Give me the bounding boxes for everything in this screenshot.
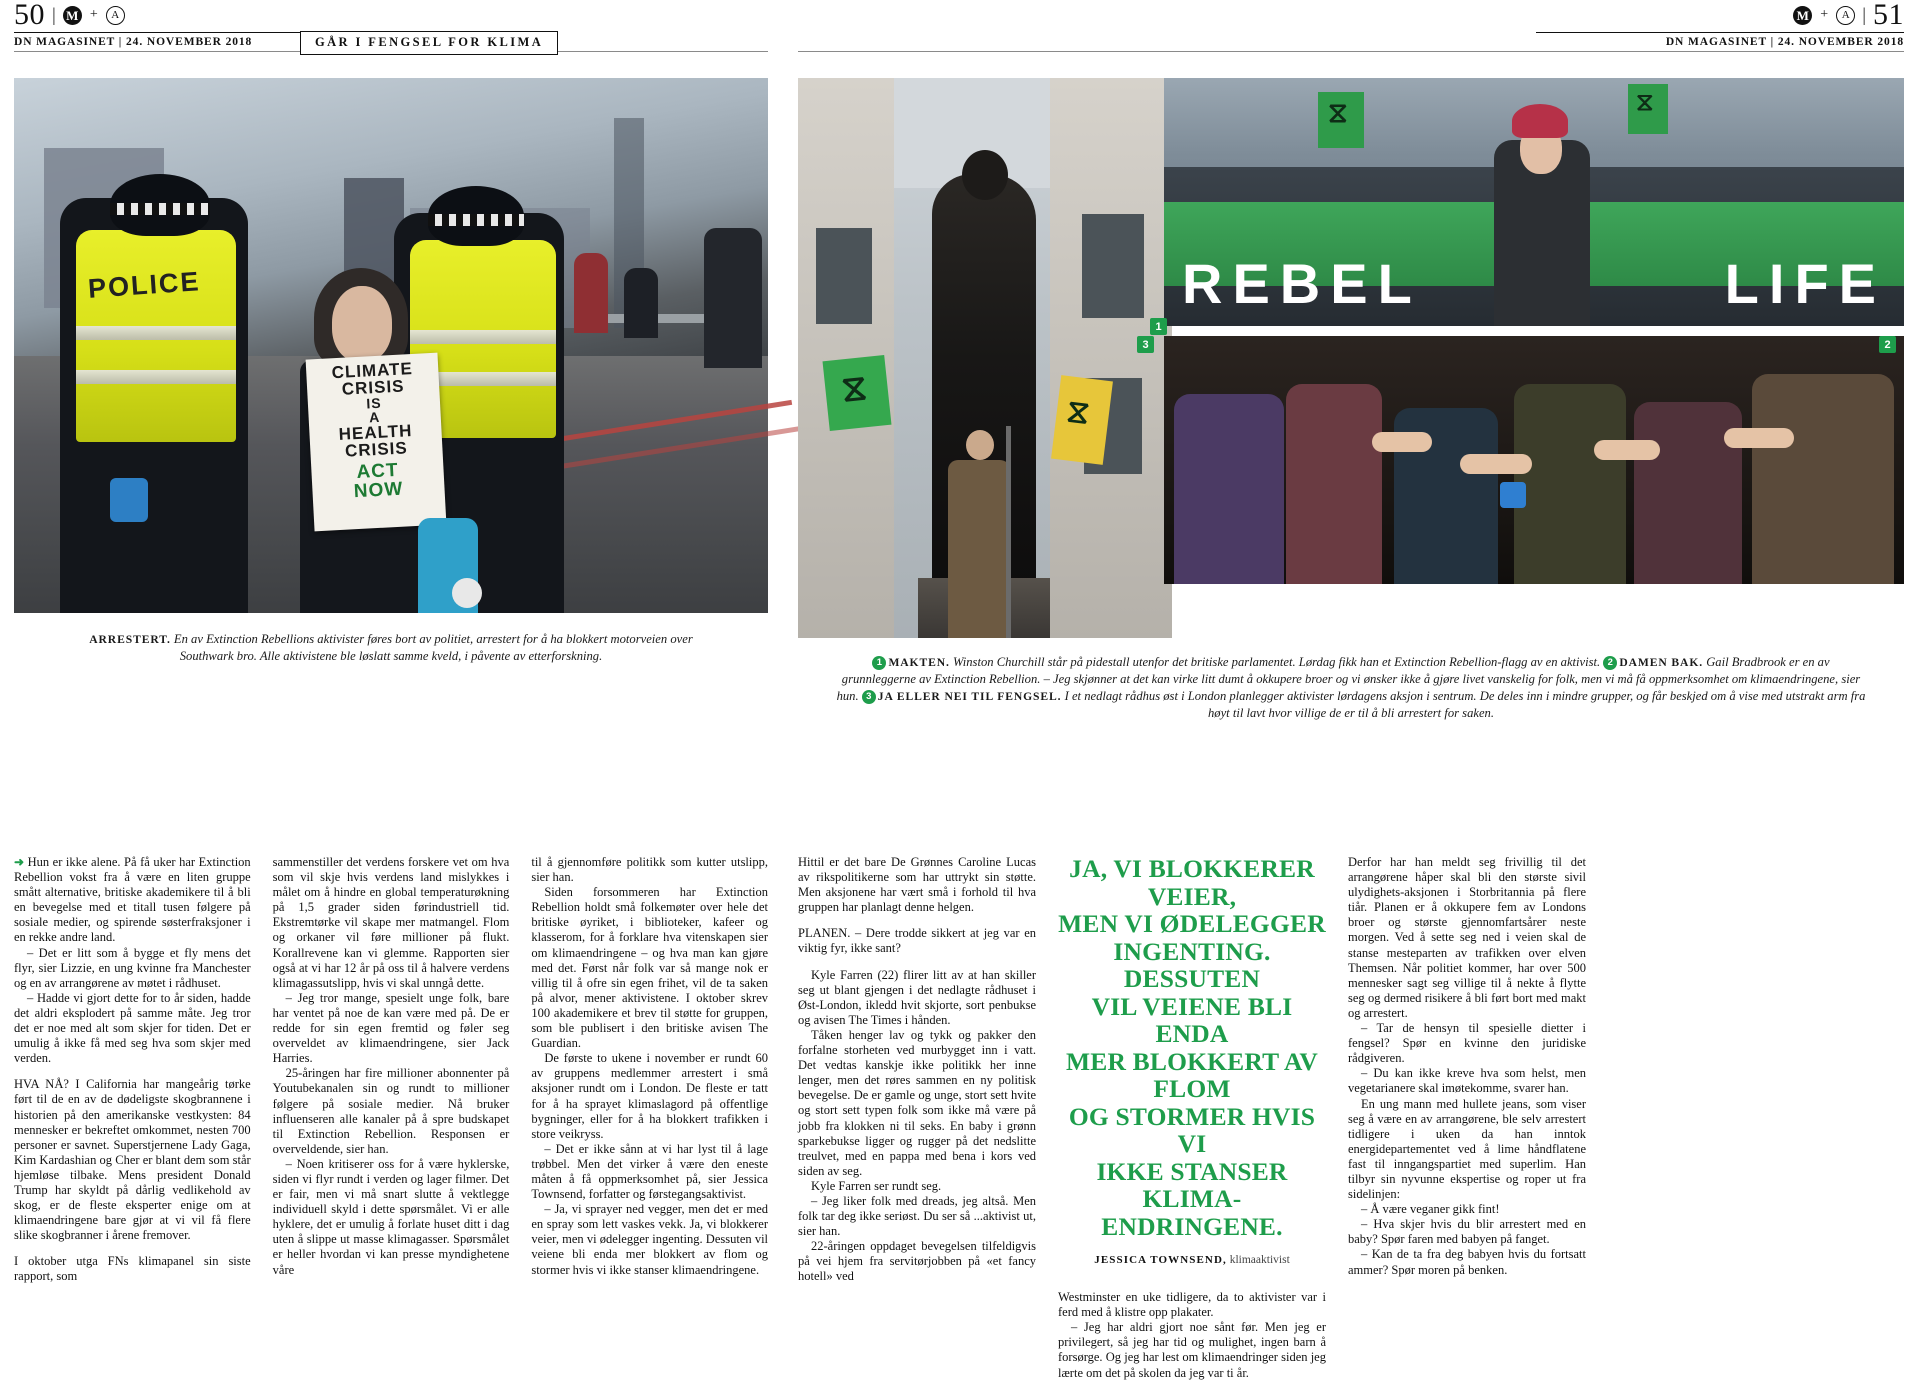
sign-line-4: A — [368, 408, 381, 426]
paragraph: – Jeg tror mange, spesielt unge folk, bare har ventet på noe de kan være med på. De er redde for sin egen fremtid og føler seg overveldet av klimaendringene, sier Jack Harries. — [272, 990, 510, 1066]
paragraph: – Tar de hensyn til spesielle dietter i fengsel? Spør en kvinne den juridiske rådgiveren. — [1348, 1021, 1586, 1066]
right-columns-wrapper — [798, 855, 1904, 1381]
photo-bystander — [704, 228, 762, 368]
logo-plus-icon: + — [89, 7, 98, 22]
paragraph: sammenstiller det verdens forskere vet om hva som vil skje hvis verdens land mislykkes i målet om å hindre en global temperaturøkning på 1,5 grader siden førindustriell tid. Ekstremtørke vil skape mer matmangel. Flom og orkaner vil føre millioner på flukt. Korallrevene kan vi glemme. Rapporten sier også at vi har 12 år på oss til å halvere verdens klimagassutslipp, hvis vi skal unngå dette. — [272, 855, 510, 990]
photo-vest-band — [410, 330, 556, 344]
sign-line-3: IS — [365, 394, 382, 412]
pull-quote-line: JA, VI BLOKKERER VEIER, — [1069, 854, 1315, 911]
left-masthead-date — [14, 33, 252, 48]
caption-lead-2: DAMEN BAK. — [1619, 656, 1704, 669]
left-body-columns — [14, 855, 768, 1285]
pull-quote-role: klimaaktivist — [1226, 1254, 1290, 1266]
left-publication-date: 24. NOVEMBER 2018 — [126, 36, 253, 48]
photo-outstretched-arm — [1372, 432, 1432, 452]
left-publication-name: DN MAGASINET — [14, 36, 116, 48]
right-masthead-date — [1666, 33, 1904, 48]
paragraph: HVA NÅ? I California har mangeårig tørke ført til de en av de dødeligste skogbrannene i historien på den amerikanske vestkysten: 84 mennesker er bekreftet omkommet, nesten 700 personer er savnet. Superstjernene Lady Gaga, Kim Kardashian og Cher er blant dem som står hjemløse tilbake. Mens president Donald Trump har skyldt på dårlig vedlikehold av skog, er de fleste eksperter enige om at klimaendringene bare gjør at vi vil få flere slike skogbranner i årene fremover. — [14, 1077, 251, 1243]
pull-quote-attribution — [1058, 1253, 1326, 1268]
logo-plus-icon: + — [1820, 7, 1829, 22]
photo-badge-3: 3 — [1137, 336, 1154, 353]
pull-quote-author: JESSICA TOWNSEND, — [1094, 1254, 1227, 1266]
photo-hat-checker — [110, 203, 210, 215]
sign-line-1: CLIMATE — [331, 358, 414, 383]
photo-participant — [1514, 384, 1626, 584]
paragraph: Westminster en uke tidligere, da to aktivister var i ferd med å klistre opp plakater. — [1058, 1290, 1326, 1320]
folio-divider: | — [52, 4, 56, 26]
paragraph: – Å være veganer gikk fint! — [1361, 1202, 1500, 1217]
photo-banner-right-word: LIFE — [1724, 252, 1886, 315]
left-folio-row — [14, 0, 125, 30]
pull-quote-line: OG STORMER HVIS VI — [1068, 1101, 1316, 1158]
paragraph: 25-åringen har fire millioner abonnenter på Youtubekanalen sin og rundt to millioner følgere på sosiale medier. Nå bruker influenseren alle kanaler på å spre budskapet til Extinction Rebellion. Responsen er overveldende, sier han. — [272, 1066, 510, 1156]
paragraph: 22-åringen oppdaget bevegelsen tilfeldigvis på vei hjem fra servitørjobben på «et fancy hotell» ved — [798, 1239, 1036, 1284]
caption-number-2: 2 — [1603, 656, 1617, 670]
paragraph: Siden forsommeren har Extinction Rebellion holdt små folkemøter over hele det britiske øyriket, i biblioteker, kafeer og klasserom, for å forklare hva vitenskapen sier om klimaendringene – og hva man kan gjøre med det. Først når folk var så mange nok er villig til å ofre sin egen frihet, vil de ta saken på alvor, mener aktivistene. I oktober skrev 100 akademikere et brev til støtte for gruppen, som ble publisert i den britiske avisen The Guardian. — [531, 885, 769, 1051]
paragraph: – Jeg har aldri gjort noe sånt før. Men jeg er privilegert, så jeg har tid og mulighet, ingen barn å forsørge. Og jeg har lest om klimaendringer siden jeg lærte om det på skolen da jeg var ti år. — [1058, 1320, 1326, 1380]
xr-symbol-icon: ⧖ — [1636, 89, 1654, 116]
pull-quote-line: MEN VI ØDELEGGER — [1058, 909, 1326, 938]
right-folio-row — [1793, 0, 1904, 30]
logo-m-icon: M — [63, 6, 82, 25]
right-photo-stack — [1142, 78, 1904, 638]
photo-xr-flag-green — [823, 355, 892, 431]
caption-text-2: Gail Bradbrook er en av grunnleggerne av Extinction Rebellion. – Jeg skjønner at det kan virke litt dumt å okkupere broer og vi ønsker ikke å gjøre livet vanskelig for folk, men vi må få oppmerksomhet om klimaendringene, sier hun. — [836, 655, 1861, 703]
photo-vest-band — [76, 326, 236, 340]
photo-bystander — [574, 253, 608, 333]
pull-quote — [1058, 855, 1326, 1240]
pull-quote-line: MER BLOKKERT AV FLOM — [1066, 1046, 1318, 1103]
right-photo-cluster — [798, 78, 1904, 638]
photo-banner-left-word: REBEL — [1182, 252, 1422, 315]
right-column-pullquote — [1058, 855, 1326, 1381]
photo-xr-flag-yellow — [1051, 375, 1113, 465]
paragraph: PLANEN. – Dere trodde sikkert at jeg var en viktig fyr, ikke sant? — [798, 926, 1036, 956]
photo-participant — [1634, 402, 1742, 584]
photo-xr-flag — [1318, 92, 1364, 148]
left-column-1 — [14, 855, 251, 1285]
photo-window — [1082, 214, 1144, 318]
paragraph: – Noen kritiserer oss for å være hyklerske, siden vi flyr rundt i verden og lager filmer. Det er fair, men vi må snart slutte å vektlegge individuell skyld i dette spørsmålet. Vi er alle hyklere, det er umulig å forlate huset ditt i dag uten å slippe ut masse klimagasser. Spørsmålet er heller hvordan vi kan presse myndighetene våre — [272, 1156, 510, 1277]
paragraph: Kyle Farren ser rundt seg. — [811, 1178, 942, 1193]
photo-hi-vis-vest — [76, 230, 236, 442]
photo-bottle — [452, 578, 482, 608]
photo-statue-head — [962, 150, 1008, 200]
photo-badge-2: 2 — [1879, 336, 1896, 353]
left-column-2 — [273, 855, 510, 1285]
caption-left-text: En av Extinction Rebellions aktivister føres bort av politiet, arrestert for å ha blokkert motorveien over Southwark bro. Alle aktivistene ble løslatt samme kveld, i påvente av etterforskning. — [170, 632, 693, 663]
left-masthead-bar: | — [118, 36, 123, 48]
right-column-2-body — [1058, 1290, 1326, 1381]
photo-arrest-scene — [14, 78, 768, 613]
caption-right-photos — [836, 654, 1866, 722]
xr-symbol-icon: ⧖ — [1064, 392, 1092, 431]
right-page-number: 51 — [1873, 0, 1904, 31]
right-column-1 — [798, 855, 1036, 1381]
sign-line-8: NOW — [353, 478, 404, 503]
photo-hat-checker — [428, 214, 524, 226]
caption-left-photo — [69, 631, 713, 665]
photo-planning-meeting — [1142, 336, 1904, 584]
paragraph: Derfor har han meldt seg frivillig til det arrangørene håper skal bli den største sivil ulydighets-aksjonen i Storbritannia på flere tiår. Planen er å okkupere fem av Londons broer og største gjennomfartsårer neste morgen. Ved å sette seg ned i veien skal de stanse mesteparten av trafikken over elven Themsen. Når politiet kommer, har over 500 mennesker sagt seg villige til å nekte å flytte seg og dermed risikere å bli ført bort med makt og arrestert. — [1348, 855, 1586, 1020]
photo-xr-flag — [1628, 84, 1668, 134]
photo-vest-band — [76, 370, 236, 384]
caption-text-1: Winston Churchill står på pidestall utenfor det britiske parlamentet. Lørdag fikk han et Extinction Rebellion-flagg av en aktivist. — [949, 655, 1604, 669]
photo-participant — [1174, 394, 1284, 584]
caption-number-1: 1 — [872, 656, 886, 670]
right-masthead-bar: | — [1770, 36, 1775, 48]
caption-number-3: 3 — [862, 690, 876, 704]
pull-quote-line: ENDRINGENE. — [1101, 1211, 1283, 1241]
sign-line-6: CRISIS — [344, 438, 409, 461]
right-page — [790, 0, 1920, 1380]
caption-lead-1: MAKTEN. — [888, 656, 950, 669]
photo-badge-1: 1 — [1150, 318, 1167, 335]
photo-activist-hat — [1512, 104, 1568, 138]
paragraph: – Du kan ikke kreve hva som helst, men vegetarianere skal imøtekomme, svarer han. — [1348, 1066, 1586, 1096]
paragraph: – Hadde vi gjort dette for to år siden, hadde det aldri eksplodert på samme måte. Jeg tror det er noe med alt som skjer for tiden. Det er umulig å ikke få med seg hva som skjer med verden. — [14, 990, 251, 1066]
left-page-number: 50 — [14, 0, 45, 31]
paragraph: I oktober utga FNs klimapanel sin siste rapport, som — [14, 1254, 251, 1284]
paragraph: – Det er ikke sånn at vi har lyst til å lage trøbbel. Men det virker å være den eneste måten å få oppmerksomhet på, sier Jessica Townsend, forfatter og førstegangsaktivist. — [531, 1141, 769, 1202]
pull-quote-line: INGENTING. DESSUTEN — [1113, 936, 1271, 993]
photo-flagpole — [1006, 426, 1011, 638]
right-masthead — [798, 0, 1904, 52]
photo-outstretched-arm — [1724, 428, 1794, 448]
paragraph: til å gjennomføre politikk som kutter utslipp, sier han. — [531, 855, 769, 885]
spread-gutter — [782, 0, 790, 1380]
photo-activist — [948, 460, 1010, 638]
paragraph: – Hva skjer hvis du blir arrestert med en baby? Spør faren med babyen på fanget. — [1348, 1217, 1586, 1247]
pull-quote-line: VIL VEIENE BLI ENDA — [1091, 991, 1293, 1048]
folio-divider: | — [1862, 4, 1866, 26]
caption-left-lead: ARRESTERT. — [89, 633, 171, 646]
running-head: GÅR I FENGSEL FOR KLIMA — [300, 31, 558, 55]
logo-a-icon: A — [106, 6, 125, 25]
photo-activist-face — [332, 286, 392, 362]
paragraph: En ung mann med hullete jeans, som viser seg å være en av arrangørene, ble selv arrestert tidligere i uken da han inntok energidepartementet ved å lime håndflatene fast til inngangspartiet med superlim. Han tilbyr sin nyvunne ekspertise og roper ut fra sidelinjen: — [1348, 1096, 1586, 1202]
photo-activist-head — [966, 430, 994, 460]
photo-outstretched-arm — [1594, 440, 1660, 460]
photo-glove — [110, 478, 148, 522]
paragraph: – Det er litt som å bygge et fly mens det flyr, sier Lizzie, en ung kvinne fra Manchester og en av arrangørene av møtet i rådhuset. — [14, 945, 251, 990]
right-masthead-inner — [798, 0, 1904, 48]
caption-text-3: I et nedlagt rådhus øst i London planlegger aktivister lørdagens aksjon i sentrum. De deles inn i mindre grupper, og får beskjed om å vise med utstrakt arm fra høyt til lavt hvor villige de er til å bli arrestert for saken. — [1061, 689, 1866, 720]
photo-rebel-life — [1164, 78, 1904, 351]
photo-phone — [1500, 482, 1526, 508]
xr-symbol-icon: ⧖ — [1328, 98, 1348, 129]
paragraph: De første to ukene i november er rundt 60 av gruppens medlemmer arrestert i små aksjoner rundt om i London. De fleste er tatt for å ha sprayet klimaslagord på offentlige bygninger, eller for å ha blokkert trafikken i store veikryss. — [531, 1051, 769, 1141]
right-publication-date: 24. NOVEMBER 2018 — [1777, 36, 1904, 48]
pull-quote-line: IKKE STANSER KLIMA- — [1096, 1156, 1288, 1213]
left-column-3 — [531, 855, 768, 1285]
paragraph: Kyle Farren (22) flirer litt av at han skiller seg ut blant gjengen i det nedlagte rådhuset i Øst-London, ikledd hvit skjorte, sort penbukse og avisen The Times i hånden. — [798, 967, 1036, 1027]
left-page — [0, 0, 782, 1380]
left-columns-wrapper — [14, 855, 768, 1285]
sign-line-5: HEALTH — [338, 421, 413, 444]
photo-police-hat — [110, 174, 210, 236]
paragraph: – Jeg liker folk med dreads, jeg altså. Men folk tar deg ikke seriøst. Du ser så ...aktivist ut, sier han. — [798, 1193, 1036, 1239]
photo-churchill-statue — [798, 78, 1162, 638]
logo-m-icon: M — [1793, 6, 1812, 25]
caption-lead-3: JA ELLER NEI TIL FENGSEL. — [877, 690, 1062, 703]
paragraph: – Ja, vi sprayer ned vegger, men det er med en spray som lett vaskes vekk. Ja, vi blokkerer veier, men vi ødelegger ingenting. Dessuten vil veiene bli enda mer blokkert av flom og stormer hvis vi ikke stanser klimaendringene. — [531, 1202, 769, 1277]
logo-a-icon: A — [1836, 6, 1855, 25]
right-body-columns — [798, 855, 1904, 1381]
photo-police-text: POLICE — [87, 266, 202, 304]
paragraph: Tåken henger lav og tykk og pakker den forfalne storheten ved murbygget inn i vatt. Det vedtas kanskje ikke politikk her inne lenger, men det røres sammen en ny politisk bevegelse. De er gamle og unge, stort sett hvite og stort sett typen folk som ikke må være på jobb fra klokken ni til seks. En baby i grønn sparkebukse ligger og rugger på det nedslitte treulvet, med en pappa med bena i kors ved siden av seg. — [798, 1027, 1036, 1178]
lead-arrow-icon: ➜ — [14, 855, 25, 869]
photo-participant — [1286, 384, 1382, 584]
photo-bystander — [624, 268, 658, 338]
right-publication-name: DN MAGASINET — [1665, 36, 1767, 48]
photo-outstretched-arm — [1460, 454, 1532, 474]
photo-participant — [1752, 374, 1894, 584]
right-masthead-underline — [798, 51, 1904, 52]
paragraph: – Kan de ta fra deg babyen hvis du fortsatt ammer? Spør moren på benken. — [1348, 1247, 1586, 1277]
photo-protest-sign — [306, 353, 447, 532]
right-column-3 — [1348, 855, 1586, 1381]
paragraph — [14, 855, 251, 946]
photo-window — [816, 228, 872, 324]
sign-line-7: ACT — [355, 459, 400, 484]
paragraph-text: Hun er ikke alene. På få uker har Extinction Rebellion vokst fra å være en liten gruppe smått alternative, britiske akademikere til å bli en bevegelse med et titall tusen følgere på sosiale medier, og spirende søsterfraksjoner i en rekke andre land. — [14, 855, 251, 945]
photo-parliament-wall — [1050, 78, 1172, 638]
photo-police-hat — [428, 186, 524, 246]
sign-line-2: CRISIS — [341, 376, 405, 399]
paragraph: Hittil er det bare De Grønnes Caroline Lucas av rikspolitikerne som har uttrykt sin støtte. Men aksjonene har vært små i forhold til hva gruppen har planlagt denne helgen. — [798, 855, 1036, 915]
xr-symbol-icon: ⧖ — [839, 367, 869, 410]
